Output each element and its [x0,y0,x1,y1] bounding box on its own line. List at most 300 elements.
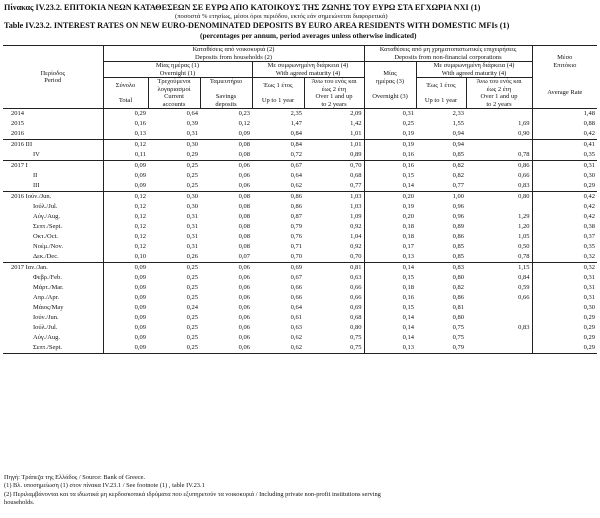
period-cell: 2016 III [3,140,103,151]
value-cell: 0,67 [290,274,302,281]
value-cell: 0,66 [350,294,362,301]
value-cell: 0,12 [103,202,148,212]
average-rate-header [532,78,597,109]
value-cell: 0,59 [518,284,530,291]
nonfin-agreed-greek: Με συμφωνημένη διάρκεια (4) [433,62,515,69]
value-cell: 1,03 [304,192,364,203]
value-cell: 0,29 [532,343,597,354]
value-cell: 0,09 [103,323,148,333]
table-subtitle-greek: (ποσοστά % ετησίως, μέσοι όροι περιόδου, εκτός εάν σημειώνεται διαφορετικά) [175,13,388,20]
value-cell: 0,66 [518,172,530,179]
period-header-english: Period [44,77,62,84]
nonfin-overnight-english: Overnight (3) [372,92,408,100]
value-cell: 0,08 [238,151,250,158]
period-cell: IV [33,151,40,158]
value-cell: 0,81 [304,263,364,274]
value-cell: 0,25 [186,182,198,189]
value-cell: 0,25 [186,324,198,331]
value-cell: 0,19 [364,140,416,151]
period-cell: Φεβρ./Feb. [33,274,62,281]
value-cell: 0,25 [186,314,198,321]
value-cell: 0,19 [364,202,416,212]
value-cell: 0,29 [532,333,597,343]
savings-header-greek: Ταμιευτήριο [209,78,243,85]
value-cell: 0,62 [290,334,302,341]
value-cell: 0,42 [532,212,597,222]
value-cell: 0,11 [103,150,148,161]
nonfin-overnight-greek-1: Μίας [383,70,397,77]
over1-header [304,78,364,109]
over1-header-english-1: Over 1 and up [315,93,353,100]
value-cell: 0,30 [148,140,200,151]
value-cell: 0,30 [148,192,200,203]
value-cell: 0,31 [532,293,597,303]
nonfin-upto1-greek: Έως 1 έτος [426,81,456,89]
period-cell: II [33,172,38,179]
nonfin-over1-greek-1: Άνω του ενός και [476,78,522,85]
nonfin-overnight-header [364,62,416,109]
table-title-english: Table IV.23.2. INTEREST RATES ON NEW EURO-DENOMINATED DEPOSITS BY EURO AREA RESIDENTS WITH DOMESTIC MFIs (1) [4,21,510,30]
table-row [3,303,597,313]
value-cell: 1,00 [416,192,466,203]
value-cell: 0,42 [532,129,597,140]
period-cell: Σεπτ./Sept. [3,343,103,354]
value-cell: 0,79 [416,343,466,354]
value-cell: 0,14 [364,333,416,343]
value-cell: 0,72 [290,151,302,158]
value-cell: 0,70 [290,253,302,260]
table-row [3,313,597,323]
period-header-greek: Περίοδος [40,69,66,77]
value-cell [466,303,532,313]
value-cell: 0,26 [186,253,198,260]
value-cell: 1,29 [518,213,530,220]
value-cell: 0,14 [364,181,416,192]
value-cell: 0,06 [238,284,250,291]
value-cell: 0,10 [103,252,148,263]
value-cell [466,109,532,120]
value-cell [466,313,532,323]
over1-header-greek-2: έως 2 έτη [321,85,347,93]
table-row [3,252,597,263]
value-cell: 0,96 [452,203,465,210]
value-cell: 0,31 [186,130,198,137]
period-cell: Ιούλ./Jul. [33,203,58,210]
average-header-greek-2: Επιτόκιο [553,61,577,69]
value-cell: 0,31 [186,223,198,230]
value-cell: 0,25 [186,294,198,301]
footnote-2-continued: households. [4,499,35,507]
value-cell: 0,92 [350,223,362,230]
value-cell: 0,09 [238,130,250,137]
value-cell: 0,83 [416,263,466,274]
value-cell: 0,12 [103,232,148,242]
households-header-english: Deposits from households (2) [194,53,273,61]
value-cell: 0,18 [364,232,416,242]
value-cell: 0,79 [290,223,302,230]
value-cell: 0,09 [103,171,148,181]
table-row [3,119,597,129]
value-cell: 0,23 [238,110,250,117]
table-row [3,232,597,242]
period-cell: III [33,182,40,189]
value-cell: 0,12 [103,242,148,252]
source-note: Πηγή: Τράπεζα της Ελλάδος / Source: Bank of Greece. [4,474,146,481]
value-cell: 0,31 [186,213,198,220]
value-cell: 0,86 [466,161,532,172]
value-cell: 0,80 [466,192,532,203]
value-cell: 1,20 [518,223,530,230]
value-cell: 1,42 [350,120,362,127]
value-cell: 0,42 [532,202,597,212]
value-cell: 0,75 [304,343,364,354]
value-cell: 0,16 [103,119,148,129]
value-cell: 0,06 [238,294,250,301]
value-cell: 0,62 [290,182,302,189]
value-cell: 0,85 [452,253,465,260]
total-header-greek: Σύνολο [115,81,136,89]
value-cell: 0,67 [252,161,304,172]
value-cell: 0,08 [238,203,250,210]
value-cell: 0,30 [532,171,597,181]
table-row [3,293,597,303]
value-cell: 0,09 [103,313,148,323]
value-cell: 0,08 [238,213,250,220]
value-cell: 0,64 [186,110,198,117]
table-row [3,212,597,222]
value-cell: 0,13 [364,252,416,263]
value-cell: 0,29 [532,323,597,333]
value-cell: 0,80 [350,324,362,331]
value-cell: 0,71 [290,243,302,250]
value-cell: 0,64 [290,172,302,179]
value-cell: 0,77 [452,182,465,189]
value-cell: 0,06 [238,334,250,341]
value-cell: 0,09 [103,263,148,274]
value-cell: 1,55 [452,120,465,127]
value-cell: 0,17 [364,242,416,252]
upto1-header-english: Up to 1 year [261,96,295,104]
value-cell: 0,89 [350,151,362,158]
value-cell: 0,81 [452,304,465,311]
value-cell: 0,16 [364,161,416,172]
total-header [103,78,148,109]
average-header-greek-1: Μέσο [557,54,573,62]
value-cell: 2,09 [350,110,362,117]
footnotes [4,474,381,508]
period-cell: Οκτ./Oct. [33,233,59,240]
value-cell: 0,09 [103,303,148,313]
households-header [103,46,364,62]
value-cell: 0,06 [238,182,250,189]
value-cell: 0,09 [103,161,148,172]
value-cell: 0,06 [238,314,250,321]
value-cell: 0,31 [532,161,597,172]
value-cell: 0,31 [364,109,416,120]
value-cell: 0,83 [518,182,530,189]
average-rate-english: Average Rate [547,89,583,96]
value-cell: 0,92 [350,243,362,250]
total-header-english: Total [118,96,133,104]
value-cell: 0,30 [186,203,198,210]
table-row [3,109,597,120]
value-cell: 2,35 [290,110,302,117]
value-cell: 0,69 [350,304,362,311]
value-cell: 0,18 [364,222,416,232]
value-cell: 0,94 [452,130,465,137]
period-cell: Ιούν./Jun. [33,314,59,321]
value-cell: 0,41 [532,140,597,151]
value-cell: 0,70 [350,253,362,260]
table-row [3,181,597,192]
value-cell: 0,15 [364,273,416,283]
value-cell: 0,75 [452,334,465,341]
upto1-header [252,78,304,109]
table-body [3,109,597,354]
value-cell: 0,86 [452,294,465,301]
value-cell: 1,04 [350,233,362,240]
value-cell: 1,01 [350,130,362,137]
value-cell: 0,38 [532,222,597,232]
value-cell: 0,09 [103,273,148,283]
value-cell: 0,35 [532,242,597,252]
table-row [3,323,597,333]
value-cell: 0,94 [416,140,466,151]
nonfin-header-greek: Καταθέσεις από μη χρηματοπιστωτικές επιχειρήσεις [379,46,517,53]
table-title-greek: Πίνακας IV.23.2. ΕΠΙΤΟΚΙΑ ΝΕΩΝ ΚΑΤΑΘΕΣΕΩΝ ΣΕ ΕΥΡΩ ΑΠΟ ΚΑΤΟΙΚΟΥΣ ΤΗΣ ΖΩΝΗΣ ΤΟΥ ΕΥΡΩ ΣΤΑ ΕΓΧΩΡΙΑ ΝΧΙ (1) [4,3,481,12]
period-cell: Μάιος/May [33,304,64,311]
value-cell: 0,19 [364,129,416,140]
value-cell: 0,32 [532,263,597,274]
period-cell: Αύγ./Aug. [33,213,61,220]
savings-header [200,78,252,109]
value-cell: 0,76 [290,233,302,240]
value-cell: 0,68 [350,172,362,179]
current-accounts-header [148,78,200,109]
value-cell: 0,16 [364,150,416,161]
table-row [3,202,597,212]
value-cell: 0,09 [103,333,148,343]
value-cell: 0,82 [416,161,466,172]
value-cell: 0,18 [364,283,416,293]
value-cell: 0,80 [452,274,465,281]
value-cell: 0,29 [532,181,597,192]
value-cell: 0,25 [186,172,198,179]
value-cell: 0,12 [103,212,148,222]
value-cell: 0,61 [290,314,302,321]
value-cell: 0,63 [350,274,362,281]
value-cell: 0,62 [252,343,304,354]
value-cell: 0,84 [290,130,302,137]
value-cell: 1,69 [518,120,530,127]
value-cell: 2,33 [452,110,465,117]
value-cell: 0,64 [290,304,302,311]
value-cell: 0,87 [290,213,302,220]
current-accounts-greek-2: λογαριασμοί [157,85,191,93]
nonfin-agreed-header [416,62,532,78]
value-cell: 0,88 [532,119,597,129]
nonfin-agreed-english: With agreed maturity (4) [441,69,507,77]
value-cell: 0,78 [518,253,530,260]
value-cell [466,343,532,354]
value-cell: 0,31 [186,233,198,240]
value-cell: 0,08 [238,233,250,240]
value-cell: 0,85 [452,151,465,158]
agreed-maturity-greek: Με συμφωνημένη διάρκεια (4) [267,62,349,69]
table-row [3,150,597,161]
overnight-header-english: Overnight (1) [159,69,196,77]
nonfin-upto1-english: Up to 1 year [424,96,458,104]
value-cell: 1,05 [518,233,530,240]
value-cell: 0,31 [532,283,597,293]
period-cell: 2017 I [3,161,103,172]
value-cell: 0,31 [186,243,198,250]
interest-rates-table [3,45,597,354]
value-cell: 0,66 [518,294,530,301]
value-cell: 0,25 [148,161,200,172]
value-cell: 0,15 [364,303,416,313]
footnote-1: (1) Βλ. υποσημείωση (1) στον πίνακα IV.23.1 / See footnote (1) , table IV.23.1 [4,482,205,490]
period-cell: 2016 Ιούν./Jun. [3,192,103,203]
value-cell: 0,80 [452,314,465,321]
value-cell: 0,14 [364,263,416,274]
table-row [3,263,597,274]
value-cell: 0,50 [518,243,530,250]
period-header [3,46,103,109]
value-cell: 0,82 [452,172,465,179]
nonfin-over1-header [466,78,532,109]
value-cell: 0,66 [350,284,362,291]
over1-header-greek-1: Άνω του ενός και [311,78,357,85]
value-cell: 0,63 [290,324,302,331]
table-row [3,222,597,232]
value-cell: 0,08 [238,243,250,250]
value-cell: 0,75 [350,334,362,341]
value-cell: 0,68 [350,314,362,321]
value-cell: 0,83 [518,324,530,331]
value-cell: 0,86 [452,233,465,240]
table-row [3,273,597,283]
table-row [3,171,597,181]
table-row [3,283,597,293]
value-cell: 0,06 [238,324,250,331]
value-cell: 0,25 [148,343,200,354]
value-cell: 0,86 [252,192,304,203]
table-subtitle-english: (percentages per annum, period averages unless otherwise indicated) [200,31,417,40]
value-cell: 0,84 [518,274,530,281]
value-cell: 0,13 [364,343,416,354]
value-cell: 0,85 [452,243,465,250]
table-row [3,333,597,343]
period-cell: Ιούλ./Jul. [33,324,58,331]
value-cell: 0,90 [518,130,530,137]
value-cell: 0,20 [364,212,416,222]
footnote-2: (2) Περιλαμβάνονται και τα ιδιωτικά μη κερδοσκοπικά ιδρύματα που εξυπηρετούν τα νοικοκυριά / Including private non-profit institutions serving [4,490,381,498]
table-header [3,46,597,109]
value-cell: 0,06 [200,263,252,274]
period-cell: Δεκ./Dec. [33,253,59,260]
value-cell: 0,06 [238,172,250,179]
value-cell: 0,13 [103,129,148,140]
value-cell: 0,30 [532,303,597,313]
value-cell: 0,06 [238,274,250,281]
nonfin-over1-greek-2: έως 2 έτη [486,85,512,93]
table-row [3,161,597,172]
period-cell: 2014 [11,110,24,117]
value-cell: 0,20 [364,192,416,203]
value-cell: 1,47 [290,120,302,127]
households-header-greek: Καταθέσεις από νοικοκυριά (2) [192,46,275,53]
value-cell: 0,29 [103,109,148,120]
value-cell: 0,08 [200,140,252,151]
value-cell: 0,25 [364,119,416,129]
table-row [3,140,597,151]
value-cell: 0,25 [186,284,198,291]
value-cell [466,140,532,151]
value-cell: 0,14 [364,313,416,323]
value-cell: 0,29 [532,313,597,323]
value-cell: 0,35 [532,150,597,161]
value-cell: 0,78 [518,151,530,158]
value-cell: 0,82 [452,284,465,291]
period-cell: Σεπτ./Sept. [33,223,63,230]
value-cell: 1,48 [532,109,597,120]
value-cell [466,333,532,343]
agreed-maturity-english: With agreed maturity (4) [275,69,341,77]
value-cell: 1,15 [466,263,532,274]
period-cell: Μάρτ./Mar. [33,284,64,291]
current-accounts-greek-1: Τρεχούμενοι [157,78,191,85]
value-cell: 1,01 [304,140,364,151]
nonfin-over1-english-2: to 2 years [486,100,512,108]
nonfin-overnight-greek-2: ημέρας (3) [375,77,405,85]
nonfin-header [364,46,532,62]
savings-header-english-2: deposits [215,100,237,108]
value-cell: 0,77 [350,182,362,189]
value-cell: 0,70 [304,161,364,172]
value-cell: 0,96 [452,213,465,220]
nonfin-over1-english-1: Over 1 and up [480,93,518,100]
value-cell: 0,12 [103,222,148,232]
period-cell: 2015 [11,120,24,127]
value-cell: 0,29 [186,151,198,158]
overnight-header [103,62,252,78]
value-cell: 1,03 [350,203,362,210]
current-accounts-english-2: accounts [162,100,186,108]
value-cell: 0,06 [238,304,250,311]
nonfin-header-english: Deposits from non-financial corporations [394,53,502,61]
value-cell: 1,09 [350,213,362,220]
value-cell: 0,37 [532,232,597,242]
value-cell: 0,66 [290,284,302,291]
value-cell: 0,42 [532,192,597,203]
value-cell: 0,09 [103,181,148,192]
upto1-header-greek: Έως 1 έτος [263,81,293,89]
value-cell: 0,89 [452,223,465,230]
value-cell: 0,09 [103,343,148,354]
value-cell: 0,09 [103,293,148,303]
overnight-header-greek: Μίας ημέρας (1) [155,62,200,69]
value-cell [466,202,532,212]
table-row [3,192,597,203]
value-cell: 0,08 [200,192,252,203]
savings-header-english-1: Savings [215,93,237,100]
over1-header-english-2: to 2 years [321,100,347,108]
value-cell: 0,25 [186,274,198,281]
value-cell: 0,25 [186,334,198,341]
value-cell: 0,16 [364,293,416,303]
value-cell: 0,24 [186,304,198,311]
